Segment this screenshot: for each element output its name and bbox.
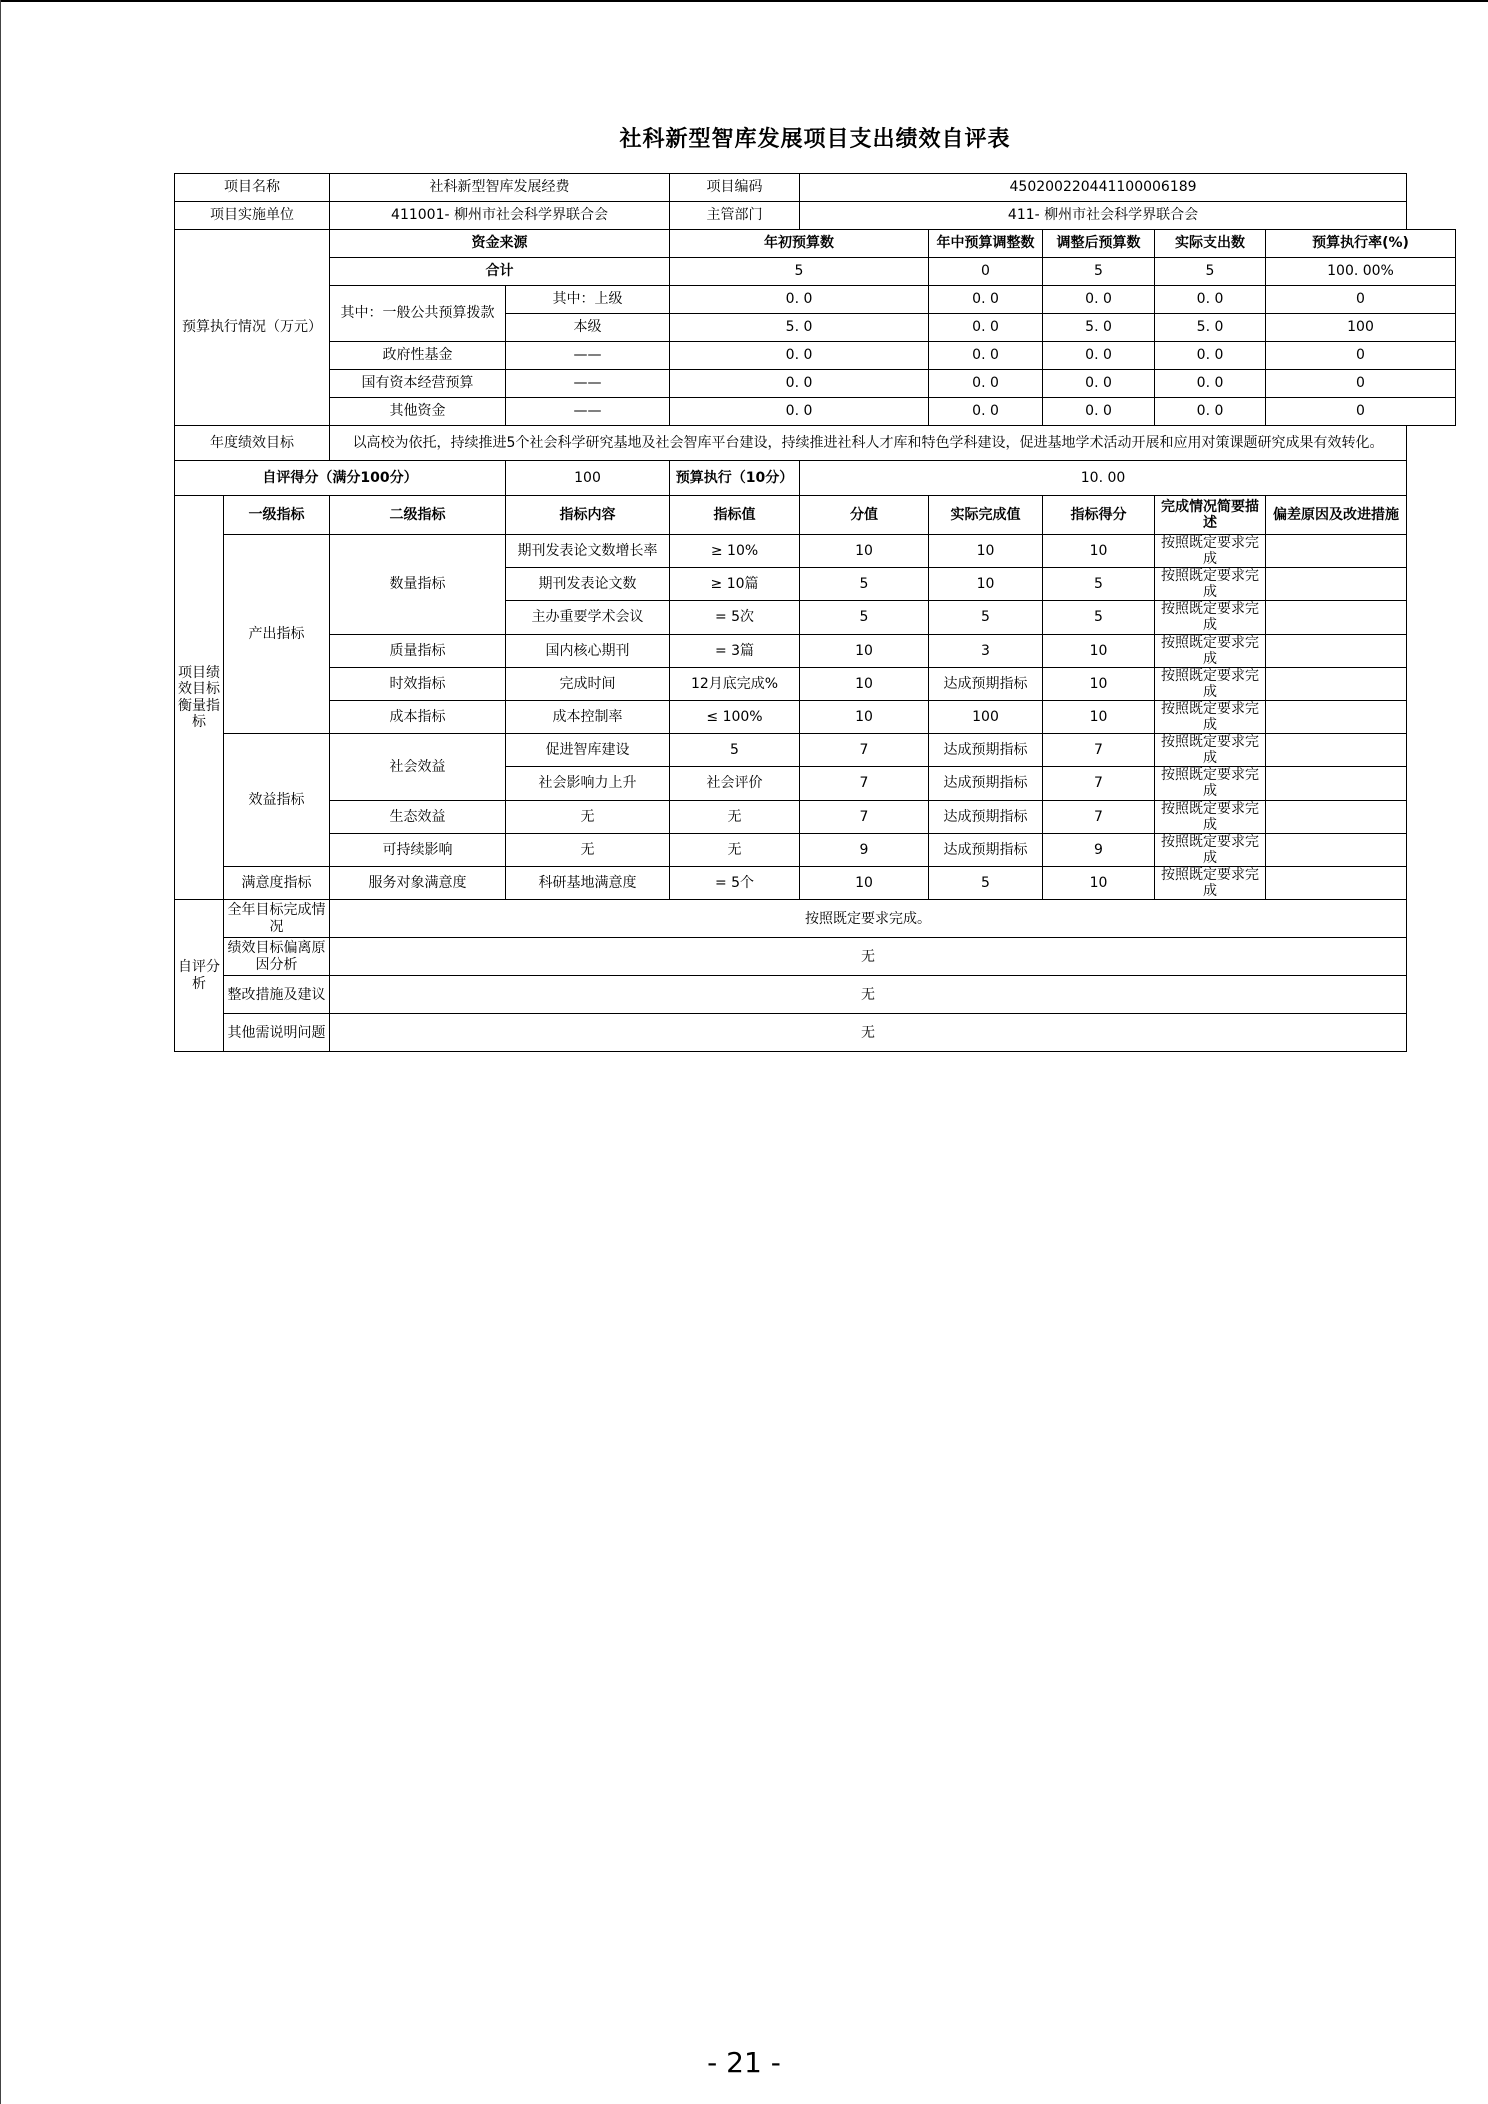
indicator-row bbox=[175, 734, 1456, 767]
lv2-cost: 成本指标 bbox=[330, 700, 506, 733]
indicator-actual: 达成预期指标 bbox=[929, 667, 1043, 700]
indicator-score: 10 bbox=[1043, 667, 1155, 700]
lv1-satisfaction: 满意度指标 bbox=[224, 866, 330, 899]
indicator-score: 10 bbox=[1043, 866, 1155, 899]
annual-goal-label: 年度绩效目标 bbox=[175, 426, 330, 461]
exec-score-label: 预算执行（10分） bbox=[670, 461, 800, 496]
self-score-value: 100 bbox=[506, 461, 670, 496]
indicator-value: ≤ 100% bbox=[670, 700, 800, 733]
indicator-reason bbox=[1266, 667, 1407, 700]
gov-fund-dash: —— bbox=[506, 342, 670, 370]
page-left-border bbox=[0, 0, 1, 2104]
indicator-points: 5 bbox=[800, 568, 929, 601]
state-capital-rate: 0 bbox=[1266, 370, 1456, 398]
indicator-content: 促进智库建设 bbox=[506, 734, 670, 767]
indicator-desc: 按照既定要求完成 bbox=[1155, 700, 1266, 733]
col-reason: 偏差原因及改进措施 bbox=[1266, 496, 1407, 535]
lv2-timeliness: 时效指标 bbox=[330, 667, 506, 700]
state-capital-adjust: 0. 0 bbox=[929, 370, 1043, 398]
annual-goal-row bbox=[175, 426, 1456, 461]
lv1-output: 产出指标 bbox=[224, 535, 330, 734]
indicator-desc: 按照既定要求完成 bbox=[1155, 535, 1266, 568]
indicator-value: ≥ 10篇 bbox=[670, 568, 800, 601]
indicator-points: 10 bbox=[800, 700, 929, 733]
gov-fund-actual: 0. 0 bbox=[1155, 342, 1266, 370]
indicator-content: 期刊发表论文数 bbox=[506, 568, 670, 601]
other-adjust: 0. 0 bbox=[929, 398, 1043, 426]
indicator-content: 科研基地满意度 bbox=[506, 866, 670, 899]
page-number: - 21 - bbox=[707, 2046, 781, 2079]
analysis-label: 整改措施及建议 bbox=[224, 976, 330, 1014]
state-capital-label: 国有资本经营预算 bbox=[330, 370, 506, 398]
total-label: 合计 bbox=[330, 258, 670, 286]
indicator-score: 9 bbox=[1043, 833, 1155, 866]
budget-row-upper bbox=[175, 286, 1456, 314]
indicator-header-row bbox=[175, 496, 1456, 535]
lv2-service: 服务对象满意度 bbox=[330, 866, 506, 899]
other-actual: 0. 0 bbox=[1155, 398, 1266, 426]
indicator-desc: 按照既定要求完成 bbox=[1155, 667, 1266, 700]
analysis-row bbox=[175, 1014, 1456, 1052]
analysis-value: 无 bbox=[330, 938, 1407, 976]
state-capital-dash: —— bbox=[506, 370, 670, 398]
indicator-reason bbox=[1266, 535, 1407, 568]
indicator-score: 7 bbox=[1043, 800, 1155, 833]
indicator-score: 5 bbox=[1043, 601, 1155, 634]
analysis-value: 无 bbox=[330, 1014, 1407, 1052]
indicator-score: 5 bbox=[1043, 568, 1155, 601]
indicator-actual: 5 bbox=[929, 866, 1043, 899]
budget-row-state-capital bbox=[175, 370, 1456, 398]
indicator-reason bbox=[1266, 866, 1407, 899]
indicator-reason bbox=[1266, 734, 1407, 767]
col-desc: 完成情况简要描述 bbox=[1155, 496, 1266, 535]
performance-table bbox=[174, 173, 1456, 1052]
indicator-desc: 按照既定要求完成 bbox=[1155, 800, 1266, 833]
project-name-label: 项目名称 bbox=[175, 174, 330, 202]
upper-actual: 0. 0 bbox=[1155, 286, 1266, 314]
indicator-desc: 按照既定要求完成 bbox=[1155, 568, 1266, 601]
document-title: 社科新型智库发展项目支出绩效自评表 bbox=[619, 127, 1011, 152]
total-rate: 100. 00% bbox=[1266, 258, 1456, 286]
indicator-reason bbox=[1266, 700, 1407, 733]
indicator-actual: 达成预期指标 bbox=[929, 833, 1043, 866]
col-content: 指标内容 bbox=[506, 496, 670, 535]
indicator-desc: 按照既定要求完成 bbox=[1155, 767, 1266, 800]
upper-label: 其中：上级 bbox=[506, 286, 670, 314]
total-adjusted: 5 bbox=[1043, 258, 1155, 286]
state-capital-actual: 0. 0 bbox=[1155, 370, 1266, 398]
lv2-eco: 生态效益 bbox=[330, 800, 506, 833]
lv2-quantity: 数量指标 bbox=[330, 535, 506, 635]
exec-score-value: 10. 00 bbox=[800, 461, 1407, 496]
upper-rate: 0 bbox=[1266, 286, 1456, 314]
indicator-score: 7 bbox=[1043, 767, 1155, 800]
col-actual: 实际完成值 bbox=[929, 496, 1043, 535]
col-lv1: 一级指标 bbox=[224, 496, 330, 535]
indicator-row bbox=[175, 634, 1456, 667]
indicator-desc: 按照既定要求完成 bbox=[1155, 833, 1266, 866]
indicator-content: 完成时间 bbox=[506, 667, 670, 700]
indicator-actual: 100 bbox=[929, 700, 1043, 733]
indicator-points: 7 bbox=[800, 767, 929, 800]
indicator-row bbox=[175, 700, 1456, 733]
lv1-benefit: 效益指标 bbox=[224, 734, 330, 867]
impl-unit: 411001- 柳州市社会科学界联合会 bbox=[330, 202, 670, 230]
upper-initial: 0. 0 bbox=[670, 286, 929, 314]
budget-row-total bbox=[175, 258, 1456, 286]
indicator-section-label: 项目绩效目标衡量指标 bbox=[175, 496, 224, 900]
local-adjust: 0. 0 bbox=[929, 314, 1043, 342]
indicator-value: 无 bbox=[670, 800, 800, 833]
indicator-content: 无 bbox=[506, 833, 670, 866]
indicator-content: 国内核心期刊 bbox=[506, 634, 670, 667]
col-adjust: 年中预算调整数 bbox=[929, 230, 1043, 258]
budget-header-row bbox=[175, 230, 1456, 258]
page-top-border bbox=[0, 0, 1488, 2]
indicator-value: 12月底完成% bbox=[670, 667, 800, 700]
col-rate: 预算执行率(%) bbox=[1266, 230, 1456, 258]
indicator-desc: 按照既定要求完成 bbox=[1155, 866, 1266, 899]
project-name: 社科新型智库发展经费 bbox=[330, 174, 670, 202]
analysis-row bbox=[175, 976, 1456, 1014]
col-actual: 实际支出数 bbox=[1155, 230, 1266, 258]
indicator-content: 社会影响力上升 bbox=[506, 767, 670, 800]
indicator-desc: 按照既定要求完成 bbox=[1155, 634, 1266, 667]
indicator-points: 7 bbox=[800, 734, 929, 767]
indicator-points: 10 bbox=[800, 634, 929, 667]
indicator-actual: 10 bbox=[929, 568, 1043, 601]
budget-row-other bbox=[175, 398, 1456, 426]
general-budget-label: 其中：一般公共预算拨款 bbox=[330, 286, 506, 342]
indicator-actual: 达成预期指标 bbox=[929, 800, 1043, 833]
local-label: 本级 bbox=[506, 314, 670, 342]
indicator-row bbox=[175, 833, 1456, 866]
indicator-score: 10 bbox=[1043, 700, 1155, 733]
indicator-reason bbox=[1266, 568, 1407, 601]
dept: 411- 柳州市社会科学界联合会 bbox=[800, 202, 1407, 230]
gov-fund-label: 政府性基金 bbox=[330, 342, 506, 370]
project-code: 450200220441100006189 bbox=[800, 174, 1407, 202]
other-dash: —— bbox=[506, 398, 670, 426]
gov-fund-rate: 0 bbox=[1266, 342, 1456, 370]
total-actual: 5 bbox=[1155, 258, 1266, 286]
indicator-score: 10 bbox=[1043, 634, 1155, 667]
local-actual: 5. 0 bbox=[1155, 314, 1266, 342]
header-row-unit bbox=[175, 202, 1456, 230]
indicator-points: 5 bbox=[800, 601, 929, 634]
col-points: 分值 bbox=[800, 496, 929, 535]
budget-section-label: 预算执行情况（万元） bbox=[175, 230, 330, 426]
local-adjusted: 5. 0 bbox=[1043, 314, 1155, 342]
upper-adjusted: 0. 0 bbox=[1043, 286, 1155, 314]
total-adjust: 0 bbox=[929, 258, 1043, 286]
self-score-label: 自评得分（满分100分） bbox=[175, 461, 506, 496]
indicator-actual: 达成预期指标 bbox=[929, 734, 1043, 767]
state-capital-initial: 0. 0 bbox=[670, 370, 929, 398]
indicator-reason bbox=[1266, 634, 1407, 667]
total-initial: 5 bbox=[670, 258, 929, 286]
analysis-label: 绩效目标偏离原因分析 bbox=[224, 938, 330, 976]
indicator-points: 7 bbox=[800, 800, 929, 833]
indicator-reason bbox=[1266, 601, 1407, 634]
indicator-value: = 5个 bbox=[670, 866, 800, 899]
indicator-reason bbox=[1266, 800, 1407, 833]
indicator-value: = 3篇 bbox=[670, 634, 800, 667]
indicator-content: 无 bbox=[506, 800, 670, 833]
analysis-label: 其他需说明问题 bbox=[224, 1014, 330, 1052]
indicator-reason bbox=[1266, 833, 1407, 866]
upper-adjust: 0. 0 bbox=[929, 286, 1043, 314]
indicator-value: = 5次 bbox=[670, 601, 800, 634]
local-rate: 100 bbox=[1266, 314, 1456, 342]
indicator-row bbox=[175, 800, 1456, 833]
indicator-actual: 10 bbox=[929, 535, 1043, 568]
col-score: 指标得分 bbox=[1043, 496, 1155, 535]
state-capital-adjusted: 0. 0 bbox=[1043, 370, 1155, 398]
col-adjusted: 调整后预算数 bbox=[1043, 230, 1155, 258]
project-code-label: 项目编码 bbox=[670, 174, 800, 202]
gov-fund-initial: 0. 0 bbox=[670, 342, 929, 370]
budget-row-gov-fund bbox=[175, 342, 1456, 370]
indicator-desc: 按照既定要求完成 bbox=[1155, 734, 1266, 767]
indicator-score: 10 bbox=[1043, 535, 1155, 568]
lv2-social: 社会效益 bbox=[330, 734, 506, 800]
other-label: 其他资金 bbox=[330, 398, 506, 426]
gov-fund-adjust: 0. 0 bbox=[929, 342, 1043, 370]
indicator-actual: 达成预期指标 bbox=[929, 767, 1043, 800]
analysis-value: 无 bbox=[330, 976, 1407, 1014]
indicator-content: 期刊发表论文数增长率 bbox=[506, 535, 670, 568]
analysis-value: 按照既定要求完成。 bbox=[330, 900, 1407, 938]
indicator-content: 主办重要学术会议 bbox=[506, 601, 670, 634]
indicator-value: 无 bbox=[670, 833, 800, 866]
other-initial: 0. 0 bbox=[670, 398, 929, 426]
gov-fund-adjusted: 0. 0 bbox=[1043, 342, 1155, 370]
col-lv2: 二级指标 bbox=[330, 496, 506, 535]
indicator-reason bbox=[1266, 767, 1407, 800]
indicator-points: 10 bbox=[800, 667, 929, 700]
lv2-sustain: 可持续影响 bbox=[330, 833, 506, 866]
header-row-project bbox=[175, 174, 1456, 202]
indicator-score: 7 bbox=[1043, 734, 1155, 767]
indicator-value: ≥ 10% bbox=[670, 535, 800, 568]
other-rate: 0 bbox=[1266, 398, 1456, 426]
indicator-actual: 3 bbox=[929, 634, 1043, 667]
indicator-value: 5 bbox=[670, 734, 800, 767]
analysis-section-label: 自评分析 bbox=[175, 900, 224, 1052]
lv2-quality: 质量指标 bbox=[330, 634, 506, 667]
other-adjusted: 0. 0 bbox=[1043, 398, 1155, 426]
indicator-points: 9 bbox=[800, 833, 929, 866]
indicator-row bbox=[175, 667, 1456, 700]
indicator-row bbox=[175, 535, 1456, 568]
analysis-row bbox=[175, 938, 1456, 976]
local-initial: 5. 0 bbox=[670, 314, 929, 342]
indicator-actual: 5 bbox=[929, 601, 1043, 634]
analysis-label: 全年目标完成情况 bbox=[224, 900, 330, 938]
score-row bbox=[175, 461, 1456, 496]
annual-goal-text: 以高校为依托，持续推进5个社会科学研究基地及社会智库平台建设，持续推进社科人才库和特色学科建设，促进基地学术活动开展和应用对策课题研究成果有效转化。 bbox=[330, 426, 1407, 461]
col-source: 资金来源 bbox=[330, 230, 670, 258]
col-initial: 年初预算数 bbox=[670, 230, 929, 258]
col-value: 指标值 bbox=[670, 496, 800, 535]
impl-unit-label: 项目实施单位 bbox=[175, 202, 330, 230]
indicator-points: 10 bbox=[800, 535, 929, 568]
indicator-value: 社会评价 bbox=[670, 767, 800, 800]
indicator-points: 10 bbox=[800, 866, 929, 899]
indicator-desc: 按照既定要求完成 bbox=[1155, 601, 1266, 634]
analysis-row bbox=[175, 900, 1456, 938]
dept-label: 主管部门 bbox=[670, 202, 800, 230]
indicator-content: 成本控制率 bbox=[506, 700, 670, 733]
indicator-row bbox=[175, 866, 1456, 899]
